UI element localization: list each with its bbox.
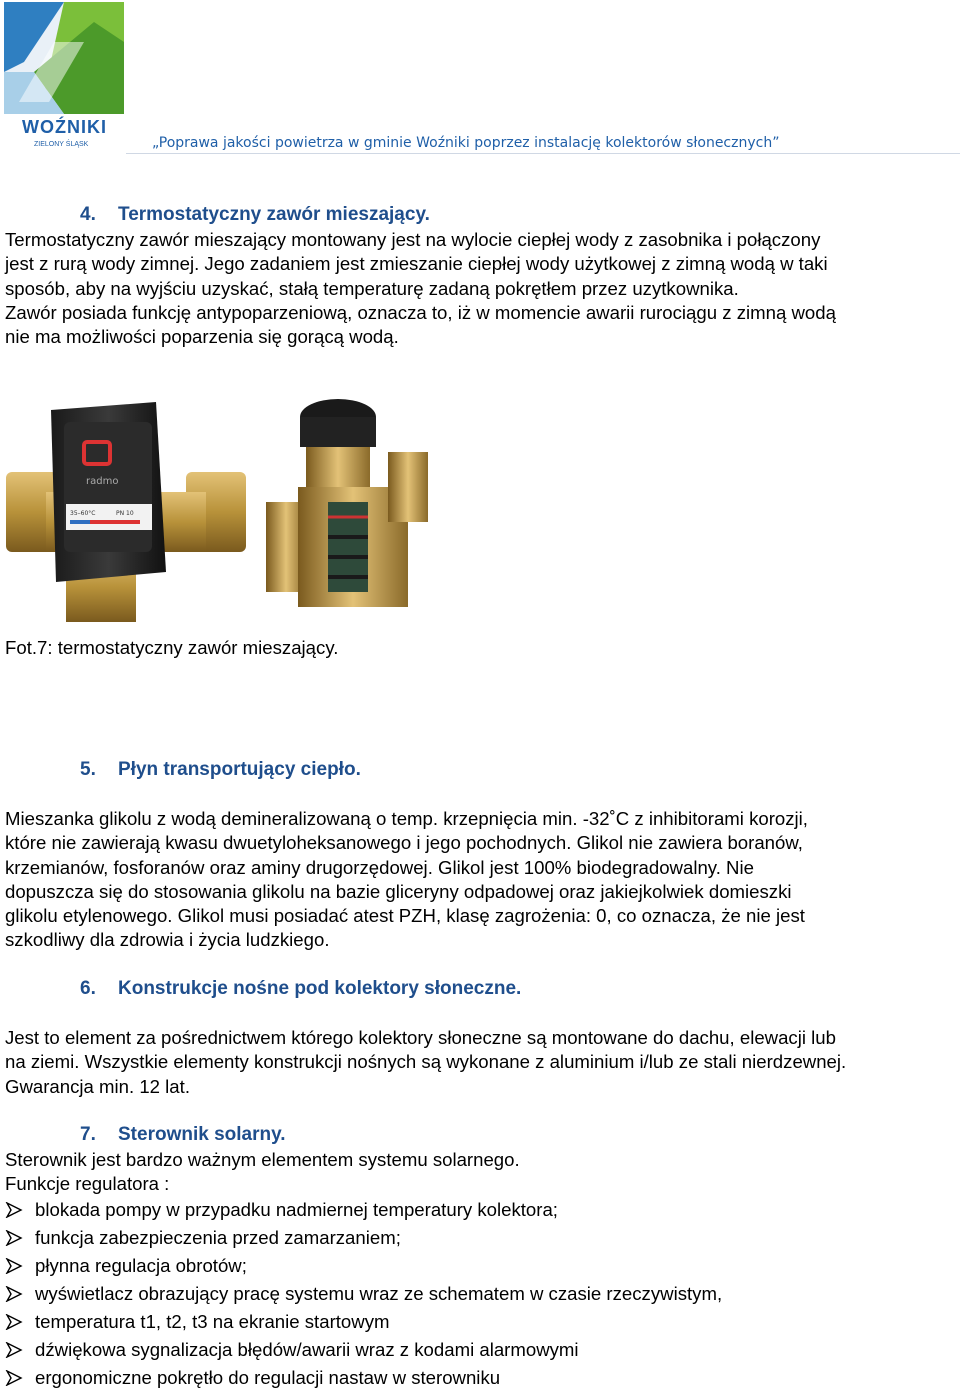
regulator-functions-list — [5, 1196, 722, 1392]
logo-name: WOŹNIKI — [22, 117, 107, 137]
list-item-text: płynna regulacja obrotów; — [35, 1255, 247, 1276]
list-item-text: ergonomiczne pokrętło do regulacji nastaw w sterowniku — [35, 1367, 501, 1388]
arrow-bullet-icon — [5, 1286, 35, 1302]
valve-range-label: 35–60°C — [70, 510, 96, 517]
section-4-paragraph — [5, 228, 955, 349]
logo-emblem-icon — [4, 2, 124, 114]
figure-caption: Fot.7: termostatyczny zawór mieszający. — [5, 637, 339, 658]
paragraph-line: które nie zawierają kwasu dwuetyloheksanowego i jego pochodnych. Glikol nie zawiera boranów, — [5, 832, 803, 854]
paragraph-line: Mieszanka glikolu z wodą demineralizowaną o temp. krzepnięcia min. -32˚C z inhibitorami korozji, — [5, 808, 808, 829]
section-number: 5. — [80, 759, 96, 780]
list-item — [5, 1336, 722, 1364]
section-4-heading — [80, 204, 430, 226]
paragraph-line: dopuszcza się do stosowania glikolu na bazie gliceryny odpadowej oraz jakiejkolwiek domieszki — [5, 880, 792, 902]
paragraph-line: sposób, aby na wyjściu uzyskać, stałą temperaturę zadaną pokrętłem przez uzytkownika. — [5, 277, 739, 299]
valve-photo-actuator — [6, 392, 246, 633]
list-item-text: blokada pompy w przypadku nadmiernej temperatury kolektora; — [35, 1199, 558, 1220]
paragraph-line: jest z rurą wody zimnej. Jego zadaniem jest zmieszanie ciepłej wody użytkowej z zimną wodą w taki — [5, 253, 828, 275]
valve-brand-label: radmo — [86, 476, 119, 487]
arrow-bullet-icon — [5, 1202, 35, 1218]
section-number: 6. — [80, 978, 96, 999]
list-item-text: dźwiękowa sygnalizacja błędów/awarii wraz z kodami alarmowymi — [35, 1339, 579, 1360]
section-6-heading — [80, 978, 521, 1000]
valve-pn-label: PN 10 — [116, 510, 134, 517]
arrow-bullet-icon — [5, 1230, 35, 1246]
section-title: Termostatyczny zawór mieszający. — [118, 204, 430, 225]
paragraph-line: Gwarancja min. 12 lat. — [5, 1075, 190, 1097]
section-title: Konstrukcje nośne pod kolektory słoneczne. — [118, 978, 522, 999]
paragraph-line: Sterownik jest bardzo ważnym elementem systemu solarnego. — [5, 1149, 520, 1170]
paragraph-line: Jest to element za pośrednictwem którego kolektory słoneczne są montowane do dachu, elewacji lub — [5, 1027, 836, 1048]
paragraph-line: Termostatyczny zawór mieszający montowany jest na wylocie ciepłej wody z zasobnika i połączony — [5, 229, 821, 250]
arrow-bullet-icon — [5, 1258, 35, 1274]
list-item — [5, 1252, 722, 1280]
section-6-paragraph — [5, 1026, 955, 1099]
arrow-bullet-icon — [5, 1342, 35, 1358]
list-item — [5, 1196, 722, 1224]
section-title: Płyn transportujący ciepło. — [118, 759, 361, 780]
logo — [4, 2, 124, 150]
list-item-text: funkcja zabezpieczenia przed zamarzaniem; — [35, 1227, 401, 1248]
valve-photo-cutaway — [258, 392, 438, 638]
header-title: „Poprawa jakości powietrza w gminie Woźniki poprzez instalację kolektorów słonecznych” — [152, 135, 780, 151]
arrow-bullet-icon — [5, 1314, 35, 1330]
paragraph-line: nie ma możliwości poparzenia się gorącą wodą. — [5, 326, 399, 348]
paragraph-line: krzemianów, fosforanów oraz aminy drugorzędowej. Glikol jest 100% biodegradowalny. Nie — [5, 856, 754, 878]
list-item — [5, 1308, 722, 1336]
section-number: 7. — [80, 1124, 96, 1145]
section-number: 4. — [80, 204, 96, 225]
paragraph-line: Funkcje regulatora : — [5, 1173, 170, 1195]
section-title: Sterownik solarny. — [118, 1124, 286, 1145]
list-item-text: wyświetlacz obrazujący pracę systemu wraz ze schematem w czasie rzeczywistym, — [35, 1283, 723, 1304]
arrow-bullet-icon — [5, 1370, 35, 1386]
list-item — [5, 1280, 722, 1308]
list-item-text: temperatura t1, t2, t3 na ekranie startowym — [35, 1311, 390, 1332]
paragraph-line: na ziemi. Wszystkie elementy konstrukcji nośnych są wykonane z aluminium i/lub ze stali nierdzewnej. — [5, 1051, 847, 1073]
list-item — [5, 1364, 722, 1392]
logo-subtitle: ZIELONY ŚLĄSK — [34, 141, 89, 148]
section-7-heading — [80, 1124, 286, 1146]
section-7-paragraph — [5, 1148, 955, 1197]
section-5-heading — [80, 759, 361, 781]
list-item — [5, 1224, 722, 1252]
paragraph-line: glikolu etylenowego. Glikol musi posiadać atest PZH, klasę zagrożenia: 0, co oznacza, że nie jest — [5, 905, 805, 927]
header-divider — [126, 153, 960, 154]
paragraph-line: Zawór posiada funkcję antypoparzeniową, oznacza to, iż w momencie awarii rurociągu z zimną wodą — [5, 301, 836, 323]
section-5-paragraph — [5, 807, 955, 953]
paragraph-line: szkodliwy dla zdrowia i życia ludzkiego. — [5, 929, 330, 951]
